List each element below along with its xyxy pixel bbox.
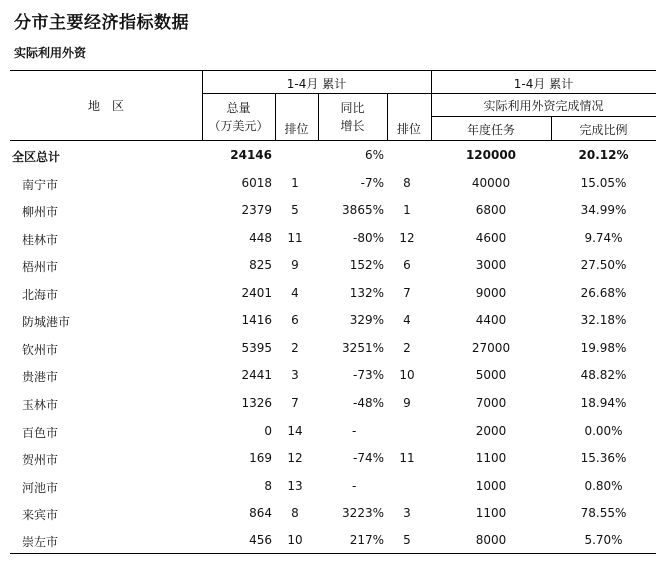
- cell-region: 百色市: [22, 426, 59, 440]
- table-row: [0, 335, 664, 363]
- cell-total: 1416: [241, 313, 272, 327]
- cell-yoy: 329%: [349, 313, 384, 327]
- table-row: [0, 362, 664, 390]
- cell-task: 4400: [475, 313, 507, 327]
- cell-region: 桂林市: [22, 233, 59, 247]
- cell-total: 2441: [241, 368, 272, 382]
- table-row: [0, 170, 664, 198]
- cell-rank1: 7: [291, 396, 299, 410]
- cell-rank1: 6: [291, 313, 299, 327]
- cell-rank1: 2: [291, 341, 299, 355]
- header-rank-1: 排位: [284, 122, 309, 136]
- cell-yoy: -73%: [352, 368, 384, 382]
- cell-task: 9000: [475, 286, 507, 300]
- cell-total: 456: [249, 533, 272, 547]
- cell-rank2: 10: [399, 368, 415, 382]
- cell-rank2: 12: [399, 231, 415, 245]
- cell-region: 玉林市: [22, 398, 59, 412]
- cell-ratio: 34.99%: [580, 203, 627, 217]
- table-row: [0, 473, 664, 501]
- table-row: [0, 500, 664, 528]
- cell-total: 5395: [241, 341, 272, 355]
- cell-ratio: 27.50%: [580, 258, 627, 272]
- cell-rank1: 13: [287, 479, 303, 493]
- cell-yoy: 3251%: [342, 341, 384, 355]
- header-divider-1: [202, 93, 656, 94]
- cell-rank2: 1: [403, 203, 411, 217]
- cell-region: 贺州市: [22, 453, 59, 467]
- cell-yoy: 3865%: [342, 203, 384, 217]
- page-title: 分市主要经济指标数据: [14, 13, 189, 33]
- cell-rank2: 4: [403, 313, 411, 327]
- cell-yoy: -48%: [352, 396, 384, 410]
- cell-rank1: 10: [287, 533, 303, 547]
- cell-ratio: 18.94%: [580, 396, 627, 410]
- cell-region: 崇左市: [22, 535, 59, 549]
- header-yoy-line1: 同比: [340, 101, 365, 115]
- cell-rank2: 3: [403, 506, 411, 520]
- header-bottom-border: [10, 140, 656, 141]
- cell-yoy: -7%: [360, 176, 384, 190]
- cell-yoy: -: [352, 424, 357, 438]
- table-top-border: [10, 70, 656, 71]
- cell-yoy: 152%: [349, 258, 384, 272]
- cell-rank2: 6: [403, 258, 411, 272]
- cell-task: 8000: [475, 533, 507, 547]
- cell-task: 27000: [471, 341, 511, 355]
- table-row: [0, 445, 664, 473]
- cell-rank2: 5: [403, 533, 411, 547]
- cell-ratio: 32.18%: [580, 313, 627, 327]
- cell-yoy: 132%: [349, 286, 384, 300]
- cell-rank1: 1: [291, 176, 299, 190]
- header-total-line1: 总量: [226, 101, 251, 115]
- cell-rank2: 2: [403, 341, 411, 355]
- table-row: [0, 252, 664, 280]
- cell-region: 防城港市: [22, 315, 71, 329]
- header-region: 地 区: [87, 99, 124, 113]
- header-rank-2: 排位: [396, 122, 421, 136]
- cell-region: 全区总计: [12, 150, 61, 164]
- cell-region: 来宾市: [22, 508, 59, 522]
- cell-yoy: 6%: [364, 148, 384, 162]
- header-group-1: 1-4月 累计: [286, 77, 347, 91]
- cell-total: 8: [264, 479, 272, 493]
- cell-total: 6018: [241, 176, 272, 190]
- cell-total: 448: [249, 231, 272, 245]
- cell-ratio: 15.36%: [580, 451, 627, 465]
- table-row: [0, 418, 664, 446]
- header-annual-task: 年度任务: [466, 123, 515, 137]
- cell-yoy: -: [352, 479, 357, 493]
- cell-ratio: 20.12%: [578, 148, 629, 162]
- cell-yoy: 3223%: [342, 506, 384, 520]
- cell-total: 0: [264, 424, 272, 438]
- table-row: [0, 527, 664, 555]
- table-row: [0, 280, 664, 308]
- cell-rank1: 11: [287, 231, 303, 245]
- cell-region: 柳州市: [22, 205, 59, 219]
- header-divider-2: [431, 116, 656, 117]
- cell-rank2: 9: [403, 396, 411, 410]
- cell-ratio: 0.80%: [584, 479, 623, 493]
- cell-rank1: 4: [291, 286, 299, 300]
- cell-rank1: 14: [287, 424, 303, 438]
- cell-rank1: 8: [291, 506, 299, 520]
- cell-total: 864: [249, 506, 272, 520]
- cell-total: 1326: [241, 396, 272, 410]
- table-row: [0, 225, 664, 253]
- cell-region: 贵港市: [22, 370, 59, 384]
- cell-ratio: 15.05%: [580, 176, 627, 190]
- cell-rank2: 11: [399, 451, 415, 465]
- cell-ratio: 19.98%: [580, 341, 627, 355]
- cell-ratio: 78.55%: [580, 506, 627, 520]
- cell-ratio: 0.00%: [584, 424, 623, 438]
- cell-ratio: 5.70%: [584, 533, 623, 547]
- cell-ratio: 9.74%: [584, 231, 623, 245]
- cell-task: 6800: [475, 203, 507, 217]
- cell-ratio: 48.82%: [580, 368, 627, 382]
- cell-ratio: 26.68%: [580, 286, 627, 300]
- cell-task: 1000: [475, 479, 507, 493]
- cell-task: 2000: [475, 424, 507, 438]
- cell-task: 1100: [475, 506, 507, 520]
- header-yoy-line2: 增长: [340, 119, 365, 133]
- cell-task: 4600: [475, 231, 507, 245]
- cell-rank1: 3: [291, 368, 299, 382]
- table-row-total: [0, 142, 664, 170]
- table-row: [0, 390, 664, 418]
- cell-rank2: 7: [403, 286, 411, 300]
- cell-task: 1100: [475, 451, 507, 465]
- header-total-line2: （万美元）: [208, 119, 269, 133]
- cell-task: 40000: [471, 176, 511, 190]
- cell-rank1: 5: [291, 203, 299, 217]
- table-row: [0, 307, 664, 335]
- cell-task: 7000: [475, 396, 507, 410]
- cell-total: 2401: [241, 286, 272, 300]
- cell-region: 钦州市: [22, 343, 59, 357]
- cell-total: 825: [249, 258, 272, 272]
- cell-rank1: 12: [287, 451, 303, 465]
- cell-region: 南宁市: [22, 178, 59, 192]
- table-row: [0, 197, 664, 225]
- header-completion: 实际利用外资完成情况: [483, 99, 604, 113]
- header-group-2: 1-4月 累计: [513, 77, 574, 91]
- section-subtitle: 实际利用外资: [14, 46, 87, 60]
- cell-task: 120000: [465, 148, 517, 162]
- header-completion-ratio: 完成比例: [579, 123, 628, 137]
- cell-region: 梧州市: [22, 260, 59, 274]
- cell-yoy: -74%: [352, 451, 384, 465]
- cell-rank2: 8: [403, 176, 411, 190]
- cell-total: 169: [249, 451, 272, 465]
- cell-total: 2379: [241, 203, 272, 217]
- cell-rank1: 9: [291, 258, 299, 272]
- cell-region: 北海市: [22, 288, 59, 302]
- cell-region: 河池市: [22, 481, 59, 495]
- cell-task: 3000: [475, 258, 507, 272]
- cell-task: 5000: [475, 368, 507, 382]
- cell-yoy: 217%: [349, 533, 384, 547]
- cell-total: 24146: [230, 148, 272, 162]
- cell-yoy: -80%: [352, 231, 384, 245]
